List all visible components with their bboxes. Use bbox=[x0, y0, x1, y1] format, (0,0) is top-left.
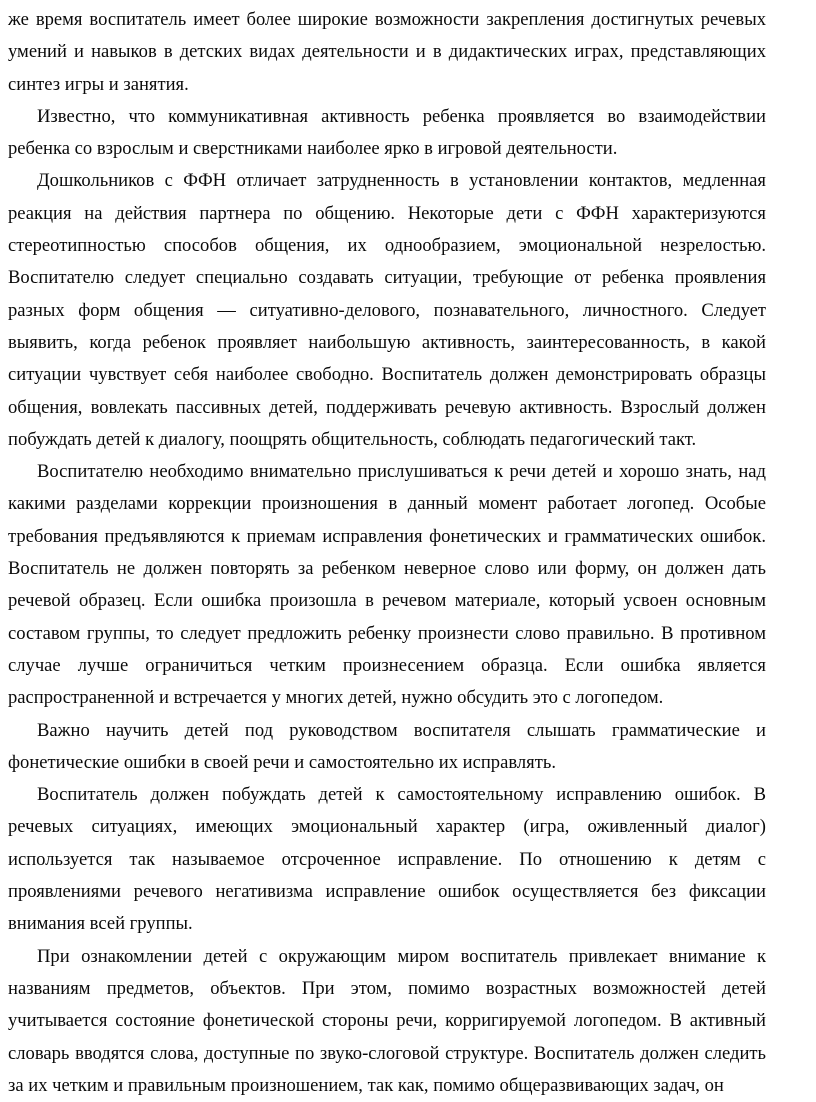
paragraph-5: Важно научить детей под руководством воспитателя слышать грамматические и фонетические ошибки в своей речи и самостоятельно их исправлять. bbox=[8, 719, 766, 773]
paragraph-7: При ознакомлении детей с окружающим миром воспитатель привлекает внимание к названиям предметов, объектов. При этом, помимо возрастных возможностей детей учитывается состояние фонетической стороны речи, корригируемой логопедом. В активный словарь вводятся слова, доступные по звуко-слоговой структуре. Воспитатель должен следить за их четким и правильным произношением, так как, помимо общеразвивающих задач, он bbox=[8, 945, 766, 1096]
paragraph-3: Дошкольников с ФФН отличает затрудненность в установлении контактов, медленная реакция на действия партнера по общению. Некоторые дети с ФФН характеризуются стереотипностью способов общения, их однообразием, эмоциональной незрелостью. Воспитателю следует специально создавать ситуации, требующие от ребенка проявления разных форм общения — ситуативно-делового, познавательного, личностного. Следует выявить, когда ребенок проявляет наибольшую активность, заинтересованность, в какой ситуации чувствует себя наиболее свободно. Воспитатель должен демонстрировать образцы общения, вовлекать пассивных детей, поддерживать речевую активность. Взрослый должен побуждать детей к диалогу, поощрять общительность, соблюдать педагогический такт. bbox=[8, 170, 766, 450]
paragraph-1: же время воспитатель имеет более широкие возможности закрепления достигнутых речевых умений и навыков в детских видах деятельности и в дидактических играх, представляющих синтез игры и занятия. bbox=[8, 9, 766, 95]
paragraph-4: Воспитателю необходимо внимательно прислушиваться к речи детей и хорошо знать, над какими разделами коррекции произношения в данный момент работает логопед. Особые требования предъявляются к приемам исправления фонетических и грамматических ошибок. Воспитатель не должен повторять за ребенком неверное слово или форму, он должен дать речевой образец. Если ошибка произошла в речевом материале, который усвоен основным составом группы, то следует предложить ребенку произнести слово правильно. В противном случае лучше ограничиться четким произнесением образца. Если ошибка является распространенной и встречается у многих детей, нужно обсудить это с логопедом. bbox=[8, 461, 766, 709]
document-body bbox=[8, 4, 766, 1102]
paragraph-6: Воспитатель должен побуждать детей к самостоятельному исправлению ошибок. В речевых ситуациях, имеющих эмоциональный характер (игра, оживленный диалог) используется так называемое отсроченное исправление. По отношению к детям с проявлениями речевого негативизма исправление ошибок осуществляется без фиксации внимания всей группы. bbox=[8, 784, 766, 935]
paragraph-2: Известно, что коммуникативная активность ребенка проявляется во взаимодействии ребенка со взрослым и сверстниками наиболее ярко в игровой деятельности. bbox=[8, 105, 766, 160]
